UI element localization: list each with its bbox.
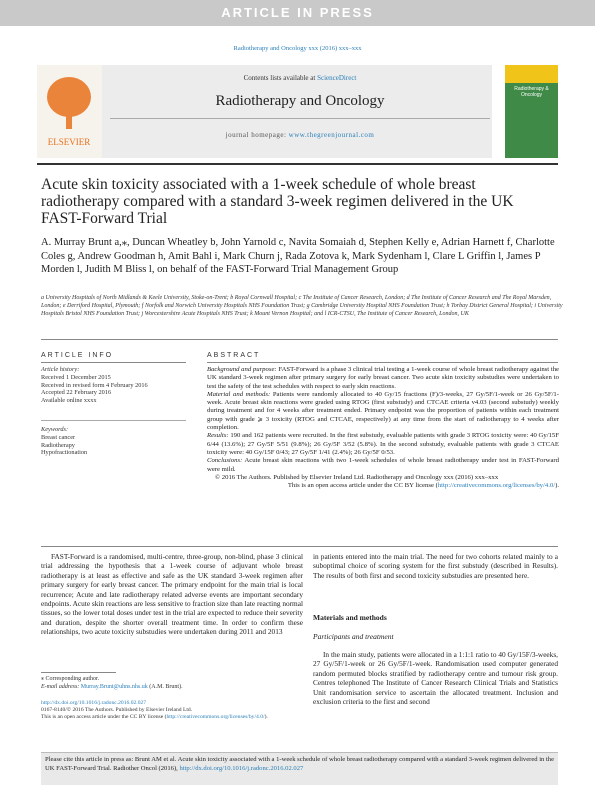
divider xyxy=(41,420,186,421)
intro-right-column xyxy=(313,552,558,580)
citation-doi-link[interactable]: http://dx.doi.org/10.1016/j.radonc.2016.02.027 xyxy=(179,764,304,772)
doi-link[interactable]: http://dx.doi.org/10.1016/j.radonc.2016.02.027 xyxy=(41,700,147,706)
copyright: © 2016 The Authors. Published by Elsevier Ireland Ltd. Radiotherapy and Oncology xxx (2016) xxx–xxx xyxy=(215,473,499,481)
divider xyxy=(41,339,558,340)
abstract-bg-label: Background and purpose: xyxy=(207,366,277,373)
footer-cc-link[interactable]: http://creativecommons.org/licenses/by/4.0/ xyxy=(166,714,265,720)
methods-paragraph: In the main study, patients were allocated in a 1:1:1 ratio to 40 Gy/15F/3-weeks, 27 Gy/5F/1-week or 26 Gy/5F/1-week. Randomisation used computer generated random permuted blocks stratified by radiotherapy centre and tumour risk group. Centres telephoned The Institute of Cancer Research Clinical Trials and Statistics Unit randomisation service to ascertain the allocated treatment. Inclusion and exclusion criteria to the first and second xyxy=(313,650,558,707)
divider xyxy=(41,546,558,547)
cc-license-link[interactable]: http://creativecommons.org/licenses/by/4.0/ xyxy=(437,482,556,490)
journal-cover-band xyxy=(505,65,558,83)
email-link[interactable]: Murray.Brunt@uhns.nhs.uk xyxy=(80,684,148,690)
affiliations: a University Hospitals of North Midlands & Keele University, Stoke-on-Trent; b Royal Cornwall Hospital; c The Institute of Cancer Research, London; d The Institute of Cancer Research and The Royal Marsden, London; e Derriford Hospital, Plymouth; f Norfolk and Norwich University Hospitals NHS Foundation Trust; g Cambridge University Hospital NHS Foundation Trust; h Torbay District General Hospital; i University Hospitals Bristol NHS Foundation Trust; j Worcestershire Acute Hospitals NHS Trust; k Mount Vernon Hospital; and l ICR-CTSU, The Institute of Cancer Research, London, UK xyxy=(41,295,563,317)
journal-citation-link[interactable]: Radiotherapy and Oncology xxx (2016) xxx–xxx xyxy=(233,45,362,52)
journal-title: Radiotherapy and Oncology xyxy=(215,93,385,109)
journal-cover-text: Radiotherapy & Oncology xyxy=(514,86,549,98)
open-access-note: This is an open access article under the CC BY license (http://creativecommons.org/licenses/by/4.0/). xyxy=(287,482,559,490)
divider xyxy=(41,362,186,363)
footnote-divider xyxy=(41,672,116,673)
article-in-press-banner: ARTICLE IN PRESS xyxy=(0,0,595,26)
abstract-results-text: 190 and 162 patients were recruited. In the first substudy, evaluable patients with grade 3 RTOG toxicity were: 40 Gy/15F 6/44 (13.6%); 27 Gy/5F 5/51 (9.8%); 26 Gy/5F 3/52 (5.8%). In the second substudy, evaluable patients with grade 3 CTCAE toxicity were: 40 Gy/15F 0/43; 27 Gy/5F 1/41 (2.4%); 26 Gy/5F 0/53. xyxy=(207,432,559,456)
subsection-heading: Participants and treatment xyxy=(313,632,394,641)
divider xyxy=(110,118,490,119)
online-date: Available online xxxx xyxy=(41,397,97,405)
abstract-conclusions-label: Conclusions: xyxy=(207,457,243,465)
abstract-conclusions-text: Acute breast skin reactions with two 1-week schedules of whole breast radiotherapy under test in FAST-Forward were mild. xyxy=(207,457,559,473)
journal-homepage: journal homepage: www.thegreenjournal.com xyxy=(225,131,375,139)
abstract-body xyxy=(207,366,559,490)
article-info-heading: ARTICLE INFO xyxy=(41,352,114,359)
elsevier-wordmark: ELSEVIER xyxy=(47,137,91,147)
author-list: A. Murray Brunt a,⁎, Duncan Wheatley b, John Yarnold c, Navita Somaiah d, Stephen Kelly e, Adrian Harnett f, Charlotte Coles g, Andrew Goodman h, Amit Bahl i, Mark Churn j, Rada Zotova k, Mark Sydenham l, Clare L Griffin l, James P Morden l, Judith M Bliss l, on behalf of the FAST-Forward Trial Management Group xyxy=(41,237,555,275)
abstract-bg-text: FAST-Forward is a phase 3 clinical trial testing a 1-week course of whole breast radiotherapy against the UK standard 3-week regimen after primary surgery for early breast cancer. Two acute skin toxicity substudies were undertaken to test the safety of the test schedules with respect to early skin reactions. xyxy=(207,366,560,390)
accepted-date: Accepted 22 February 2016 xyxy=(41,389,112,397)
article-history xyxy=(41,366,191,405)
issn-line: 0167-8140/© 2016 The Authors. Published by Elsevier Ireland Ltd. xyxy=(41,707,193,713)
keyword: Breast cancer xyxy=(41,433,76,441)
section-heading: Materials and methods xyxy=(313,613,387,622)
sciencedirect-link[interactable]: ScienceDirect xyxy=(317,74,357,82)
keyword: Radiotherapy xyxy=(41,441,75,449)
intro-left-column xyxy=(41,552,303,637)
intro-paragraph: FAST-Forward is a randomised, multi-centre, three-group, non-blind, phase 3 clinical trial addressing the hypothesis that a 1-week course of adjuvant whole breast radiotherapy is at least as effective and safe as the UK standard 3-week regimen after primary surgery for early breast cancer. The primary endpoint for the main trial is local recurrence; Acute and late radiotherapy related adverse events are important secondary endpoints. Acute skin reactions are less sensitive to fraction size than late reacting normal tissues, so the lower total doses under test in the trial are expected to reduce their severity and duration, despite the shorter overall treatment time. In order to confirm these relationships, two acute toxicity substudies were undertaken during 2011 and 2013 xyxy=(41,552,303,637)
footer-oa-line: This is an open access article under the CC BY license (http://creativecommons.org/licenses/by/4.0/). xyxy=(41,714,268,720)
homepage-link[interactable]: www.thegreenjournal.com xyxy=(288,131,375,139)
received-date: Received 1 December 2015 xyxy=(41,373,111,381)
keywords-label: Keywords: xyxy=(41,426,69,433)
abstract-heading: ABSTRACT xyxy=(207,352,261,359)
header-divider xyxy=(37,163,558,165)
elsevier-logo xyxy=(37,65,102,158)
article-title: Acute skin toxicity associated with a 1-week schedule of whole breast radiotherapy compared with a standard 3-week regimen delivered in the UK FAST-Forward Trial xyxy=(41,176,514,227)
history-label: Article history: xyxy=(41,366,80,373)
keywords xyxy=(41,426,191,457)
abstract-mm-label: Material and methods: xyxy=(207,390,271,398)
revised-date: Received in revised form 4 February 2016 xyxy=(41,381,148,389)
corresponding-author: ⁎ Corresponding author. xyxy=(41,676,100,682)
abstract-results-label: Results: xyxy=(207,432,229,440)
abstract-mm-text: Patients were randomly allocated to 40 Gy/15 fractions (F)/3-weeks, 27 Gy/5F/1-week or 26 Gy/5F/1-week. Acute breast skin reactions were graded using RTOG (first substudy) and CTCAE criteria v4.03 (second substudy) weekly during treatment and for 4 weeks after treatment ended. Primary endpoint was the proportion of patients within each treatment group with grade ⩾ 3 toxicity (RTOG and CTCAE, respectively) at any time from the start of radiotherapy to 4 weeks after completion. xyxy=(207,390,559,432)
keyword: Hypofractionation xyxy=(41,449,88,457)
citation-text: Please cite this article in press as: Brunt AM et al. Acute skin toxicity associated with a 1-week schedule of whole breast radiotherapy compared with a standard 3-week regimen delivered in the UK FAST-Forward Trial. Radiother Oncol (2016), http://dx.doi.org/10.1016/j.radonc.2016.02.027 xyxy=(45,756,555,772)
footer-meta xyxy=(41,700,421,721)
intro-paragraph-continued: in patients entered into the main trial. The need for two cohorts related mainly to a suboptimal choice of scoring system for the first substudy (described in Results). The results of both first and second toxicity substudies are presented here. xyxy=(313,552,558,580)
methods-column xyxy=(313,650,558,706)
divider xyxy=(207,362,558,363)
contents-line: Contents lists available at ScienceDirect xyxy=(243,74,357,82)
email-line: E-mail address: Murray.Brunt@uhns.nhs.uk (A.M. Brunt). xyxy=(41,684,183,690)
